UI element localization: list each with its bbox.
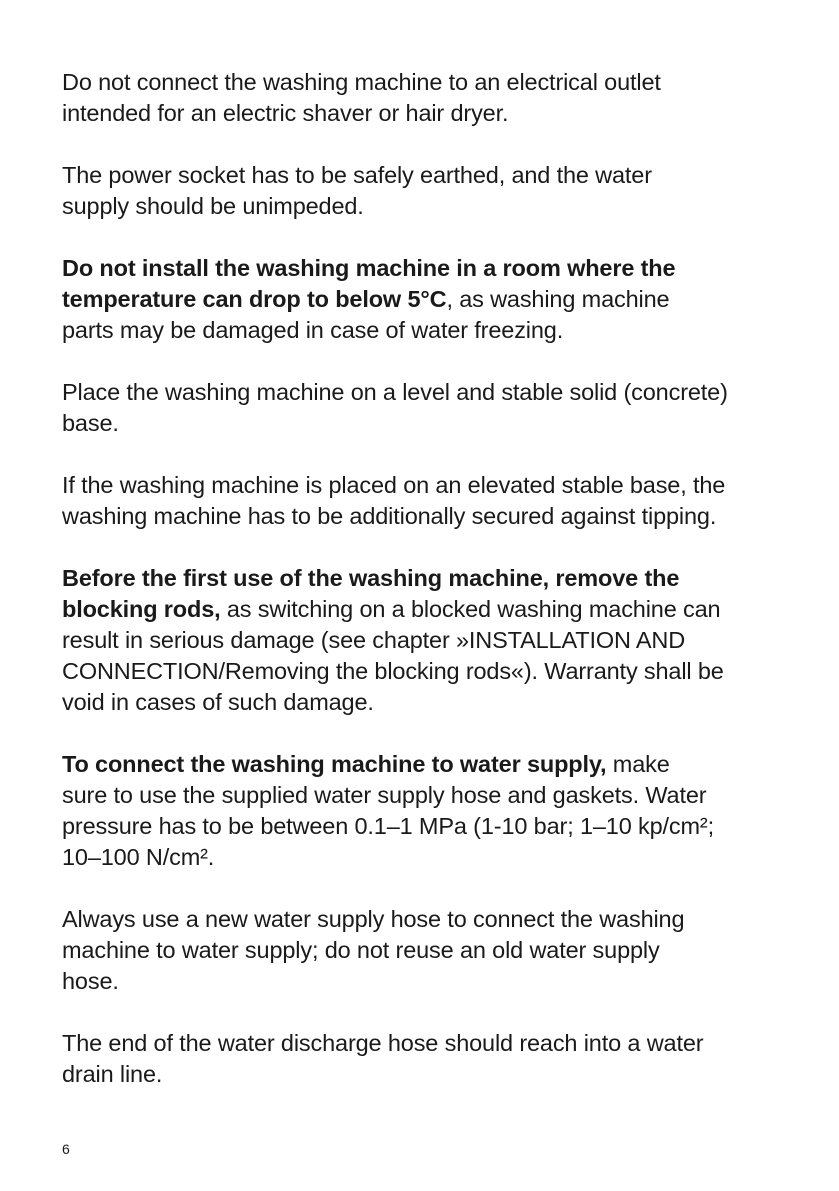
- paragraph-text: , as washing machine parts may be damaged in case of water freezing.: [62, 286, 670, 343]
- paragraph-water-supply: [62, 749, 782, 873]
- paragraph-discharge-hose: [62, 1028, 782, 1090]
- paragraph-power-socket: [62, 160, 782, 222]
- paragraph-temperature-warning: [62, 253, 782, 346]
- document-body: [62, 67, 782, 1121]
- paragraph-elevated-base: [62, 470, 782, 532]
- paragraph-text: Always use a new water supply hose to connect the washing machine to water supply; do not reuse an old water supply hose.: [62, 906, 685, 994]
- paragraph-text: The power socket has to be safely earthed, and the water supply should be unimpeded.: [62, 162, 652, 219]
- paragraph-electrical-outlet: [62, 67, 782, 129]
- paragraph-bold-lead: To connect the washing machine to water supply,: [62, 751, 607, 777]
- paragraph-new-hose: [62, 904, 782, 997]
- paragraph-bold-lead: Do not install the washing machine in a room where the temperature can drop to below 5°C: [62, 255, 676, 312]
- page-number: 6: [62, 1141, 70, 1157]
- paragraph-text: as switching on a blocked washing machine can result in serious damage (see chapter »INSTALLATION AND CONNECTION/Removing the blocking rods«). Warranty shall be void in cases of such damage.: [62, 596, 724, 715]
- paragraph-text: Place the washing machine on a level and stable solid (concrete) base.: [62, 379, 728, 436]
- paragraph-level-base: [62, 377, 782, 439]
- paragraph-text: Do not connect the washing machine to an electrical outlet intended for an electric shaver or hair dryer.: [62, 69, 661, 126]
- paragraph-blocking-rods: [62, 563, 782, 718]
- paragraph-bold-lead: Before the first use of the washing machine, remove the blocking rods,: [62, 565, 680, 622]
- paragraph-text: The end of the water discharge hose should reach into a water drain line.: [62, 1030, 704, 1087]
- paragraph-text: If the washing machine is placed on an elevated stable base, the washing machine has to be additionally secured against tipping.: [62, 472, 726, 529]
- paragraph-text: make sure to use the supplied water supply hose and gaskets. Water pressure has to be between 0.1–1 MPa (1-10 bar; 1–10 kp/cm²; 10–100 N/cm².: [62, 751, 714, 870]
